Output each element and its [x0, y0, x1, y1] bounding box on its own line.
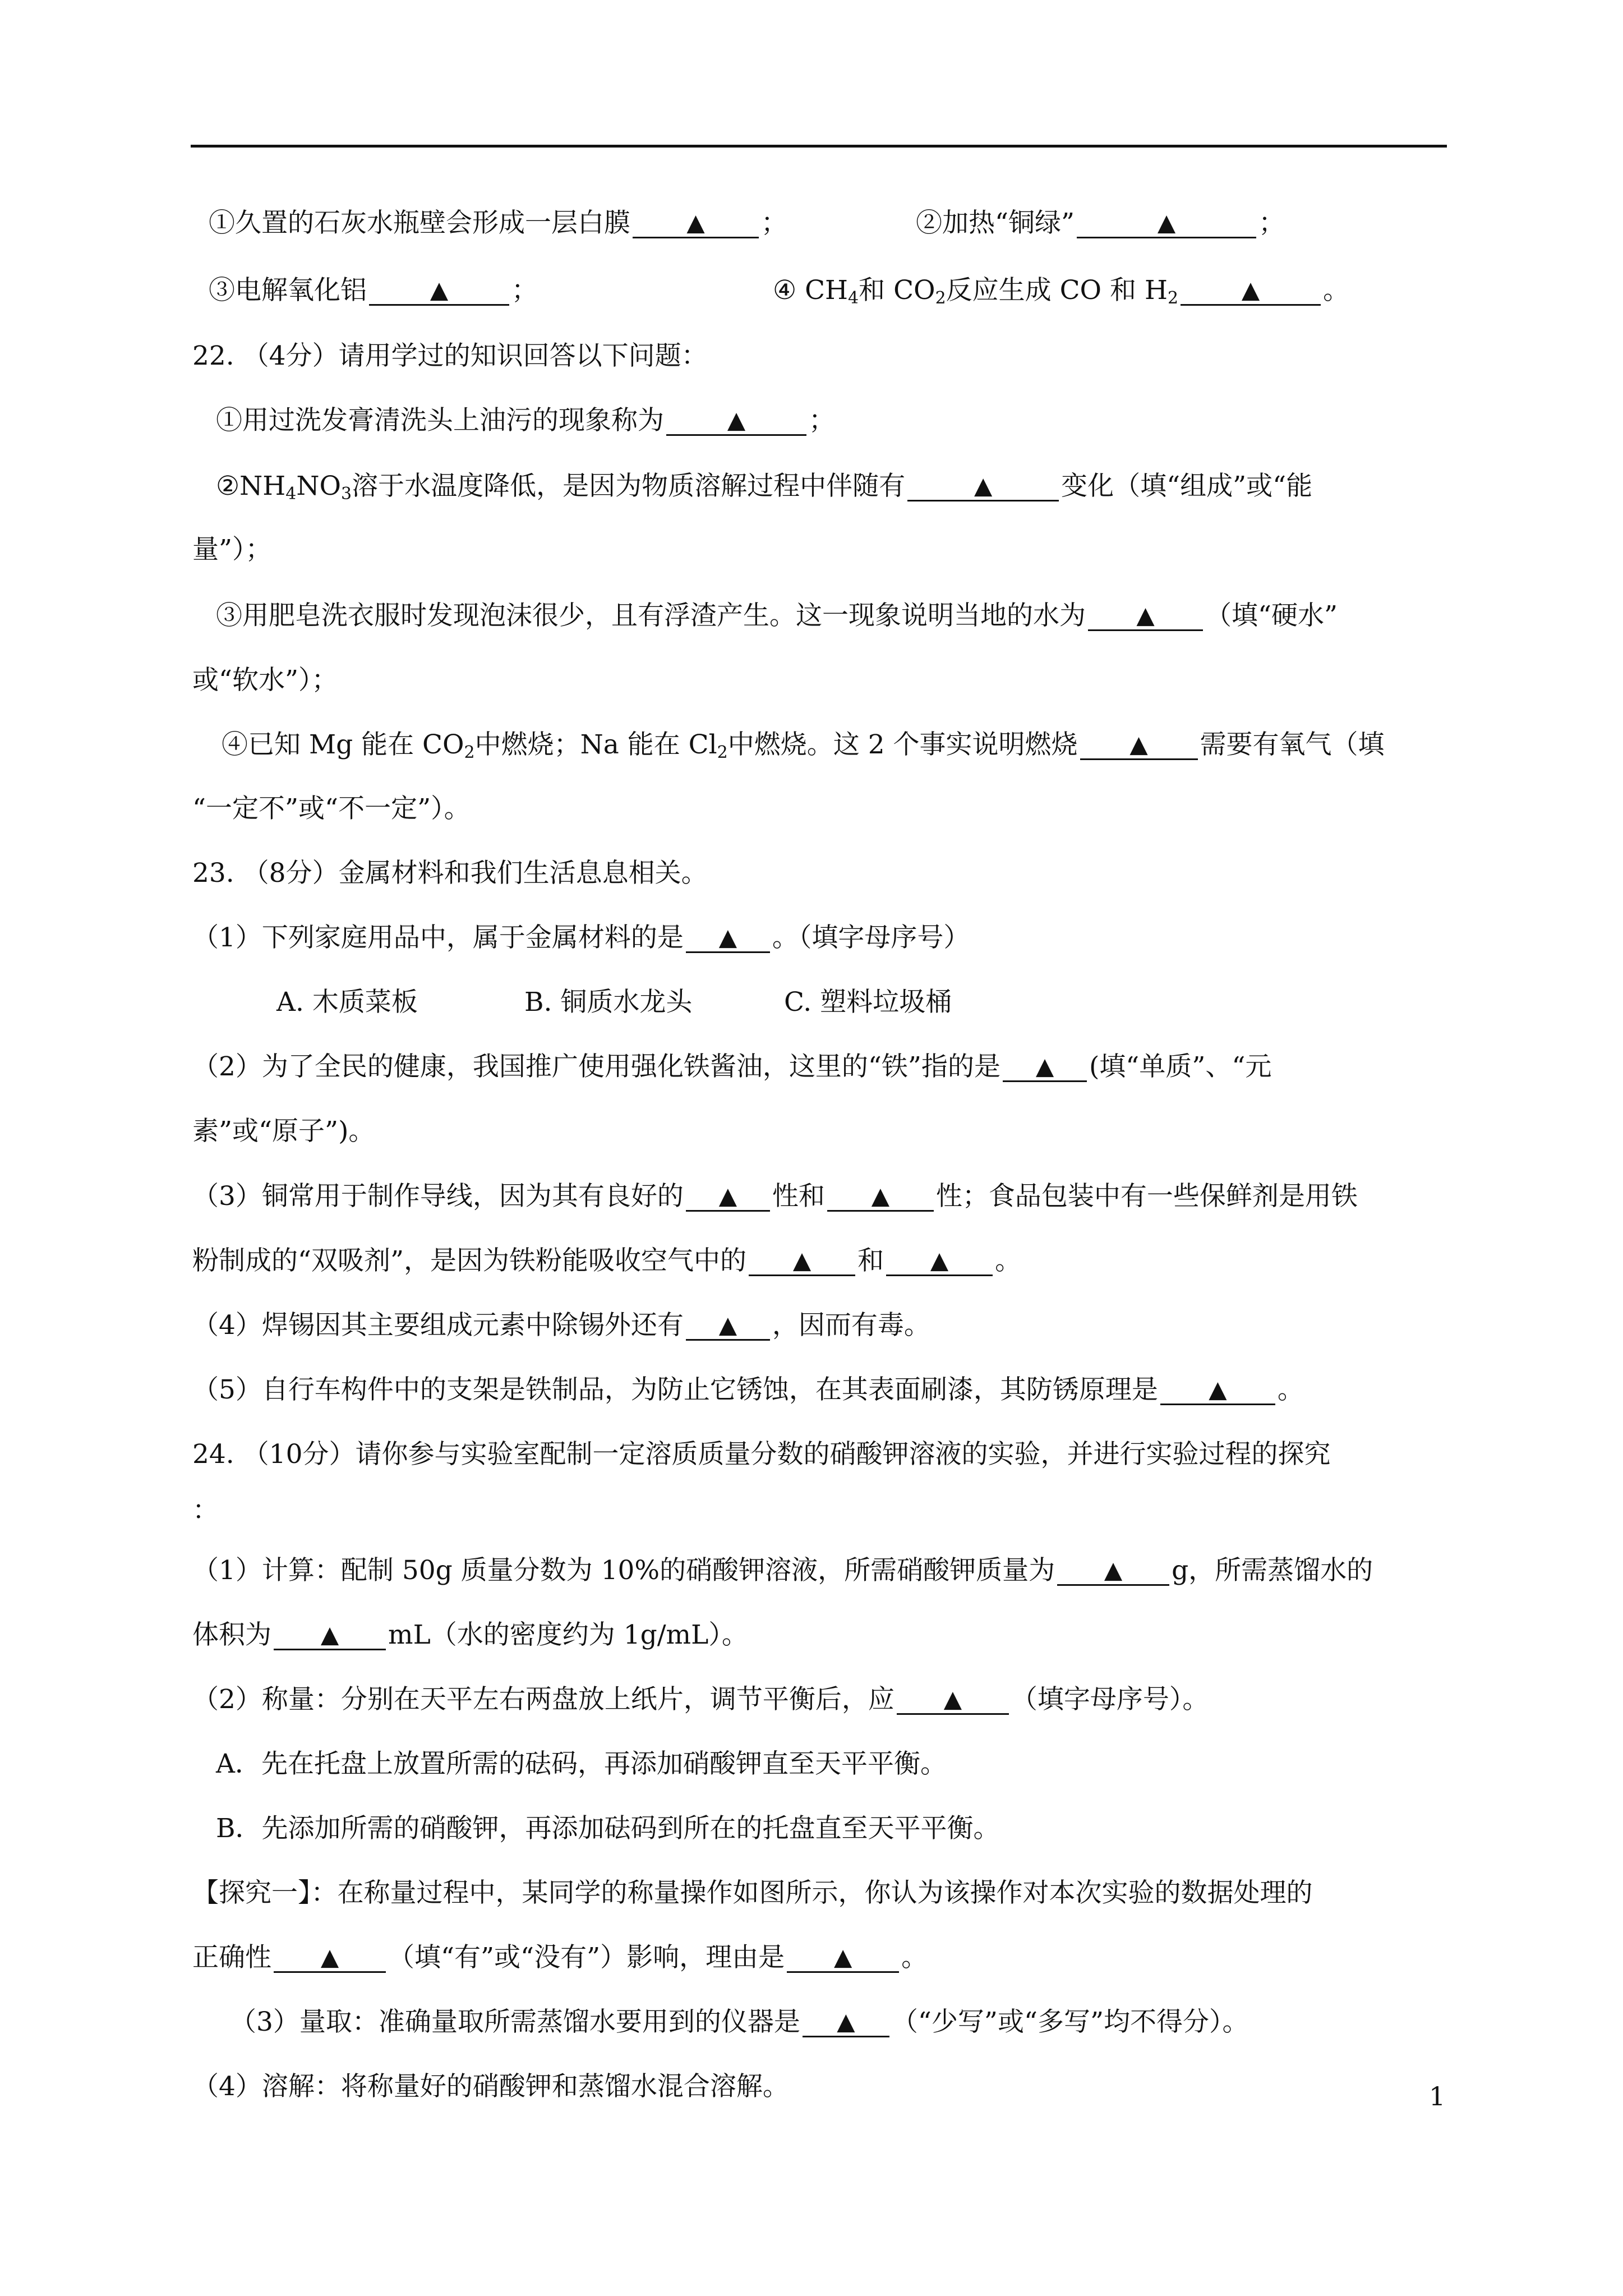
q23-part-3-text: 性和	[772, 1181, 825, 1212]
q23-part-1	[192, 921, 970, 955]
answer-blank[interactable]	[886, 1248, 993, 1276]
q24-part-1-text: 体积为	[192, 1619, 271, 1650]
q21-item-2-end: ；	[1258, 208, 1285, 238]
q24-heading-colon: ：	[192, 1495, 219, 1526]
q22-sub-3-cont: 或“软水”）；	[192, 665, 338, 696]
triangle-marker-icon: ▲	[1136, 601, 1155, 629]
q22-sub-3	[216, 599, 1338, 633]
triangle-marker-icon: ▲	[1157, 209, 1176, 236]
q23-part-3-text: （3）铜常用于制作导线，因为其有良好的	[192, 1181, 684, 1212]
q23-part-3-text: 性；食品包装中有一些保鲜剂是用铁	[935, 1181, 1358, 1212]
q21-line-1-right	[916, 206, 1285, 240]
q22-sub-4-text: ④已知 Mg 能在 CO	[222, 729, 464, 760]
triangle-marker-icon: ▲	[943, 1685, 962, 1713]
q23-part-2-cont: 素”或“原子”)。	[192, 1116, 375, 1147]
q24-part-3-text: （“少写”或“多写”均不得分）。	[891, 2007, 1249, 2037]
q21-item-4-end: 。	[1323, 275, 1350, 306]
subscript: 2	[935, 288, 946, 308]
subscript: 3	[341, 484, 352, 504]
q21-item-3-end: ；	[511, 275, 538, 306]
q23-option-c: C. 塑料垃圾桶	[784, 987, 952, 1018]
header-rule	[191, 145, 1447, 148]
answer-blank[interactable]	[686, 925, 770, 953]
q23-part-5	[192, 1373, 1304, 1407]
triangle-marker-icon: ▲	[1104, 1556, 1123, 1584]
answer-blank[interactable]	[1088, 603, 1203, 631]
subscript: 2	[717, 743, 728, 762]
answer-blank[interactable]	[1077, 210, 1256, 238]
q21-item-2-text: ②加热“铜绿”	[916, 208, 1075, 238]
triangle-marker-icon: ▲	[1129, 730, 1148, 758]
triangle-marker-icon: ▲	[320, 1621, 339, 1648]
q24-part-4: （4）溶解：将称量好的硝酸钾和蒸馏水混合溶解。	[192, 2071, 789, 2102]
triangle-marker-icon: ▲	[727, 406, 746, 434]
answer-blank[interactable]	[666, 408, 806, 436]
q24-part-1-cont	[192, 1618, 748, 1652]
q23-part-4-text: （4）焊锡因其主要组成元素中除锡外还有	[192, 1310, 684, 1341]
q22-sub-3-text: ③用肥皂洗衣服时发现泡沫很少，且有浮渣产生。这一现象说明当地的水为	[216, 600, 1086, 631]
answer-blank[interactable]	[633, 210, 759, 238]
answer-blank[interactable]	[827, 1184, 934, 1212]
q23-part-3-end: 。	[995, 1245, 1022, 1276]
answer-blank[interactable]	[274, 1945, 386, 1973]
q22-sub-1	[216, 404, 835, 438]
q21-line-2	[209, 274, 538, 307]
answer-blank[interactable]	[1181, 278, 1321, 306]
q21-item-3-text: ③电解氧化铝	[209, 275, 367, 306]
q23-part-4	[192, 1309, 930, 1342]
answer-blank[interactable]	[1160, 1377, 1275, 1405]
q24-part-2	[192, 1683, 1209, 1717]
q24-explore-text: 正确性	[192, 1942, 271, 1973]
q23-part-1-text: 。（填字母序号）	[772, 922, 970, 953]
q24-part-1	[192, 1554, 1373, 1588]
q22-sub-4-cont: “一定不”或“不一定”）。	[192, 793, 471, 824]
triangle-marker-icon: ▲	[833, 1943, 852, 1971]
page-number: 1	[1429, 2081, 1446, 2111]
q24-part-1-text: g，所需蒸馏水的	[1172, 1555, 1373, 1586]
answer-blank[interactable]	[803, 2009, 889, 2037]
q22-sub-4	[222, 728, 1385, 762]
q22-sub-2-text: NO	[296, 471, 342, 501]
q24-explore-1-cont	[192, 1941, 928, 1975]
answer-blank[interactable]	[1057, 1558, 1169, 1586]
triangle-marker-icon: ▲	[1209, 1375, 1227, 1403]
q23-heading: 23. （8分）金属材料和我们生活息息相关。	[192, 858, 708, 889]
q23-part-3	[192, 1180, 1358, 1213]
q23-part-2-text: (填“单质”、“元	[1089, 1051, 1272, 1082]
triangle-marker-icon: ▲	[718, 923, 737, 951]
q24-heading: 24. （10分）请你参与实验室配制一定溶质质量分数的硝酸钾溶液的实验，并进行实验过程的探究	[192, 1439, 1331, 1470]
q21-line-1	[209, 206, 787, 240]
q21-item-4-text: ④ CH	[773, 275, 849, 306]
q24-explore-1: 【探究一】：在称量过程中，某同学的称量操作如图所示，你认为该操作对本次实验的数据处理的	[192, 1878, 1313, 1908]
answer-blank[interactable]	[897, 1687, 1009, 1715]
q22-sub-4-text: 中燃烧。这 2 个事实说明燃烧	[727, 729, 1078, 760]
q22-sub-2-text: ②NH	[216, 471, 286, 501]
q24-part-2-text: （填字母序号）。	[1011, 1684, 1209, 1715]
q22-sub-4-text: 需要有氧气（填	[1200, 729, 1385, 760]
triangle-marker-icon: ▲	[1035, 1052, 1054, 1080]
triangle-marker-icon: ▲	[686, 209, 705, 236]
q23-part-3-cont	[192, 1244, 1021, 1278]
q23-part-1-text: （1）下列家庭用品中，属于金属材料的是	[192, 922, 684, 953]
triangle-marker-icon: ▲	[871, 1182, 890, 1209]
q23-part-2	[192, 1050, 1271, 1084]
q21-line-2-right	[773, 274, 1349, 307]
q23-part-2-text: （2）为了全民的健康，我国推广使用强化铁酱油，这里的“铁”指的是	[192, 1051, 1000, 1082]
q23-option-b: B. 铜质水龙头	[524, 987, 693, 1018]
subscript: 4	[848, 288, 859, 308]
q22-sub-1-text: ①用过洗发膏清洗头上油污的现象称为	[216, 405, 664, 436]
triangle-marker-icon: ▲	[974, 472, 993, 499]
triangle-marker-icon: ▲	[930, 1246, 949, 1274]
triangle-marker-icon: ▲	[837, 2008, 855, 2035]
answer-blank[interactable]	[686, 1184, 770, 1212]
q22-sub-4-text: 中燃烧；Na 能在 Cl	[474, 729, 717, 760]
answer-blank[interactable]	[1003, 1054, 1087, 1082]
q23-part-5-text: （5）自行车构件中的支架是铁制品，为防止它锈蚀，在其表面刷漆，其防锈原理是	[192, 1374, 1158, 1405]
subscript: 4	[285, 484, 297, 504]
q24-option-a: A．先在托盘上放置所需的砝码，再添加硝酸钾直至天平平衡。	[216, 1749, 947, 1779]
triangle-marker-icon: ▲	[430, 276, 449, 303]
q24-part-2-text: （2）称量：分别在天平左右两盘放上纸片，调节平衡后，应	[192, 1684, 895, 1715]
triangle-marker-icon: ▲	[1241, 276, 1260, 303]
answer-blank[interactable]	[369, 278, 509, 306]
triangle-marker-icon: ▲	[320, 1943, 339, 1971]
q23-part-3-text: 和	[857, 1245, 884, 1276]
subscript: 2	[464, 743, 475, 762]
q24-explore-text: （填“有”或“没有”）影响，理由是	[388, 1942, 785, 1973]
q21-item-1-text: ①久置的石灰水瓶壁会形成一层白膜	[209, 208, 630, 238]
q21-item-4-text: 反应生成 CO 和 H	[946, 275, 1168, 306]
triangle-marker-icon: ▲	[718, 1182, 737, 1209]
q22-sub-2-text: 变化（填“组成”或“能	[1061, 471, 1313, 501]
q24-part-1-text: mL（水的密度约为 1g/mL）。	[388, 1619, 748, 1650]
q22-sub-3-text: （填“硬水”	[1205, 600, 1338, 631]
triangle-marker-icon: ▲	[792, 1246, 811, 1274]
q24-part-3	[230, 2005, 1249, 2039]
answer-blank[interactable]	[787, 1945, 899, 1973]
answer-blank[interactable]	[749, 1248, 855, 1276]
q22-heading: 22. （4分）请用学过的知识回答以下问题：	[192, 341, 708, 371]
q23-option-a: A. 木质菜板	[276, 987, 418, 1018]
answer-blank[interactable]	[1080, 732, 1198, 760]
q21-item-4-text: 和 CO	[859, 275, 935, 306]
q24-part-3-text: （3）量取：准确量取所需蒸馏水要用到的仪器是	[230, 2007, 800, 2037]
q23-part-5-end: 。	[1277, 1374, 1304, 1405]
triangle-marker-icon: ▲	[718, 1311, 737, 1338]
q24-explore-end: 。	[901, 1942, 928, 1973]
subscript: 2	[1167, 288, 1179, 308]
q23-part-3-text: 粉制成的“双吸剂”，是因为铁粉能吸收空气中的	[192, 1245, 747, 1276]
answer-blank[interactable]	[907, 473, 1059, 501]
q22-sub-2-text: 溶于水温度降低，是因为物质溶解过程中伴随有	[352, 471, 906, 501]
answer-blank[interactable]	[274, 1622, 386, 1650]
q22-sub-2-cont: 量”）；	[192, 534, 272, 565]
q21-item-1-end: ；	[761, 208, 787, 238]
q22-sub-2	[216, 470, 1312, 503]
q23-part-4-text: ，因而有毒。	[772, 1310, 930, 1341]
q22-sub-1-end: ；	[809, 405, 835, 436]
answer-blank[interactable]	[686, 1313, 770, 1341]
q24-part-1-text: （1）计算：配制 50g 质量分数为 10%的硝酸钾溶液，所需硝酸钾质量为	[192, 1555, 1055, 1586]
q24-option-b: B．先添加所需的硝酸钾，再添加砝码到所在的托盘直至天平平衡。	[216, 1813, 1000, 1844]
